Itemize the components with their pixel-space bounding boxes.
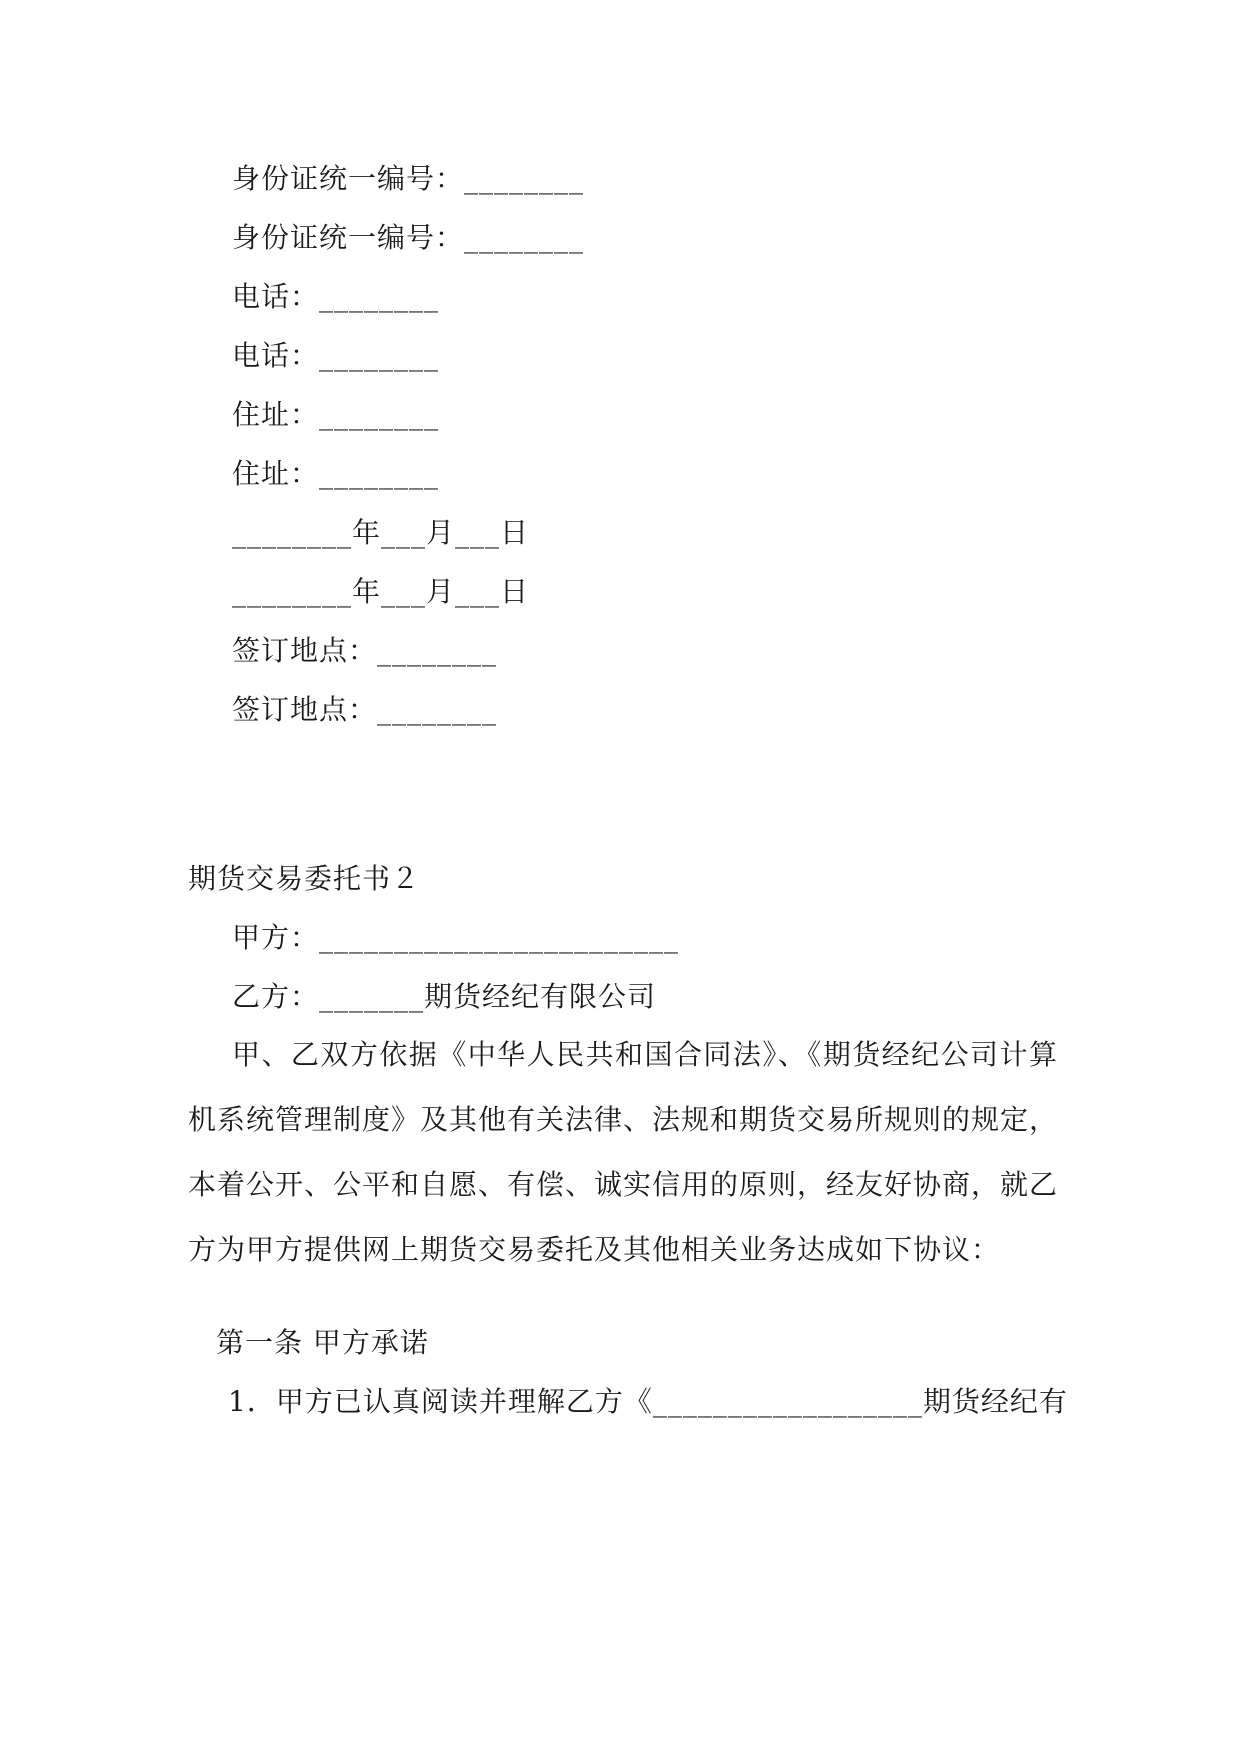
signing-place-line-1: 签订地点：________	[232, 634, 498, 667]
id-number-line-2: 身份证统一编号：________	[232, 221, 585, 254]
date-line-1: ________年___月___日	[232, 516, 530, 549]
article-1-heading: 第一条 甲方承诺	[216, 1326, 429, 1359]
phone-line-2: 电话：________	[232, 339, 440, 372]
preamble-paragraph: 甲、乙双方依据《中华人民共和国合同法》、《期货经纪公司计算机系统管理制度》及其他有关法律、法规和期货交易所规则的规定，本着公开、公平和自愿、有偿、诚实信用的原则，经友好协商，就乙方为甲方提供网上期货交易委托及其他相关业务达成如下协议：	[188, 1038, 1059, 1266]
id-number-line-1: 身份证统一编号：________	[232, 162, 585, 195]
party-b-line: 乙方：_______期货经纪有限公司	[232, 980, 657, 1013]
date-line-2: ________年___月___日	[232, 575, 530, 608]
article-1-item-1: 1．甲方已认真阅读并理解乙方《__________________期货经纪有	[228, 1385, 1068, 1418]
document-title: 期货交易委托书２	[188, 862, 421, 895]
signing-place-line-2: 签订地点：________	[232, 693, 498, 726]
party-a-line: 甲方：________________________	[232, 921, 680, 954]
address-line-1: 住址：________	[232, 398, 440, 431]
address-line-2: 住址：________	[232, 457, 440, 490]
phone-line-1: 电话：________	[232, 280, 440, 313]
